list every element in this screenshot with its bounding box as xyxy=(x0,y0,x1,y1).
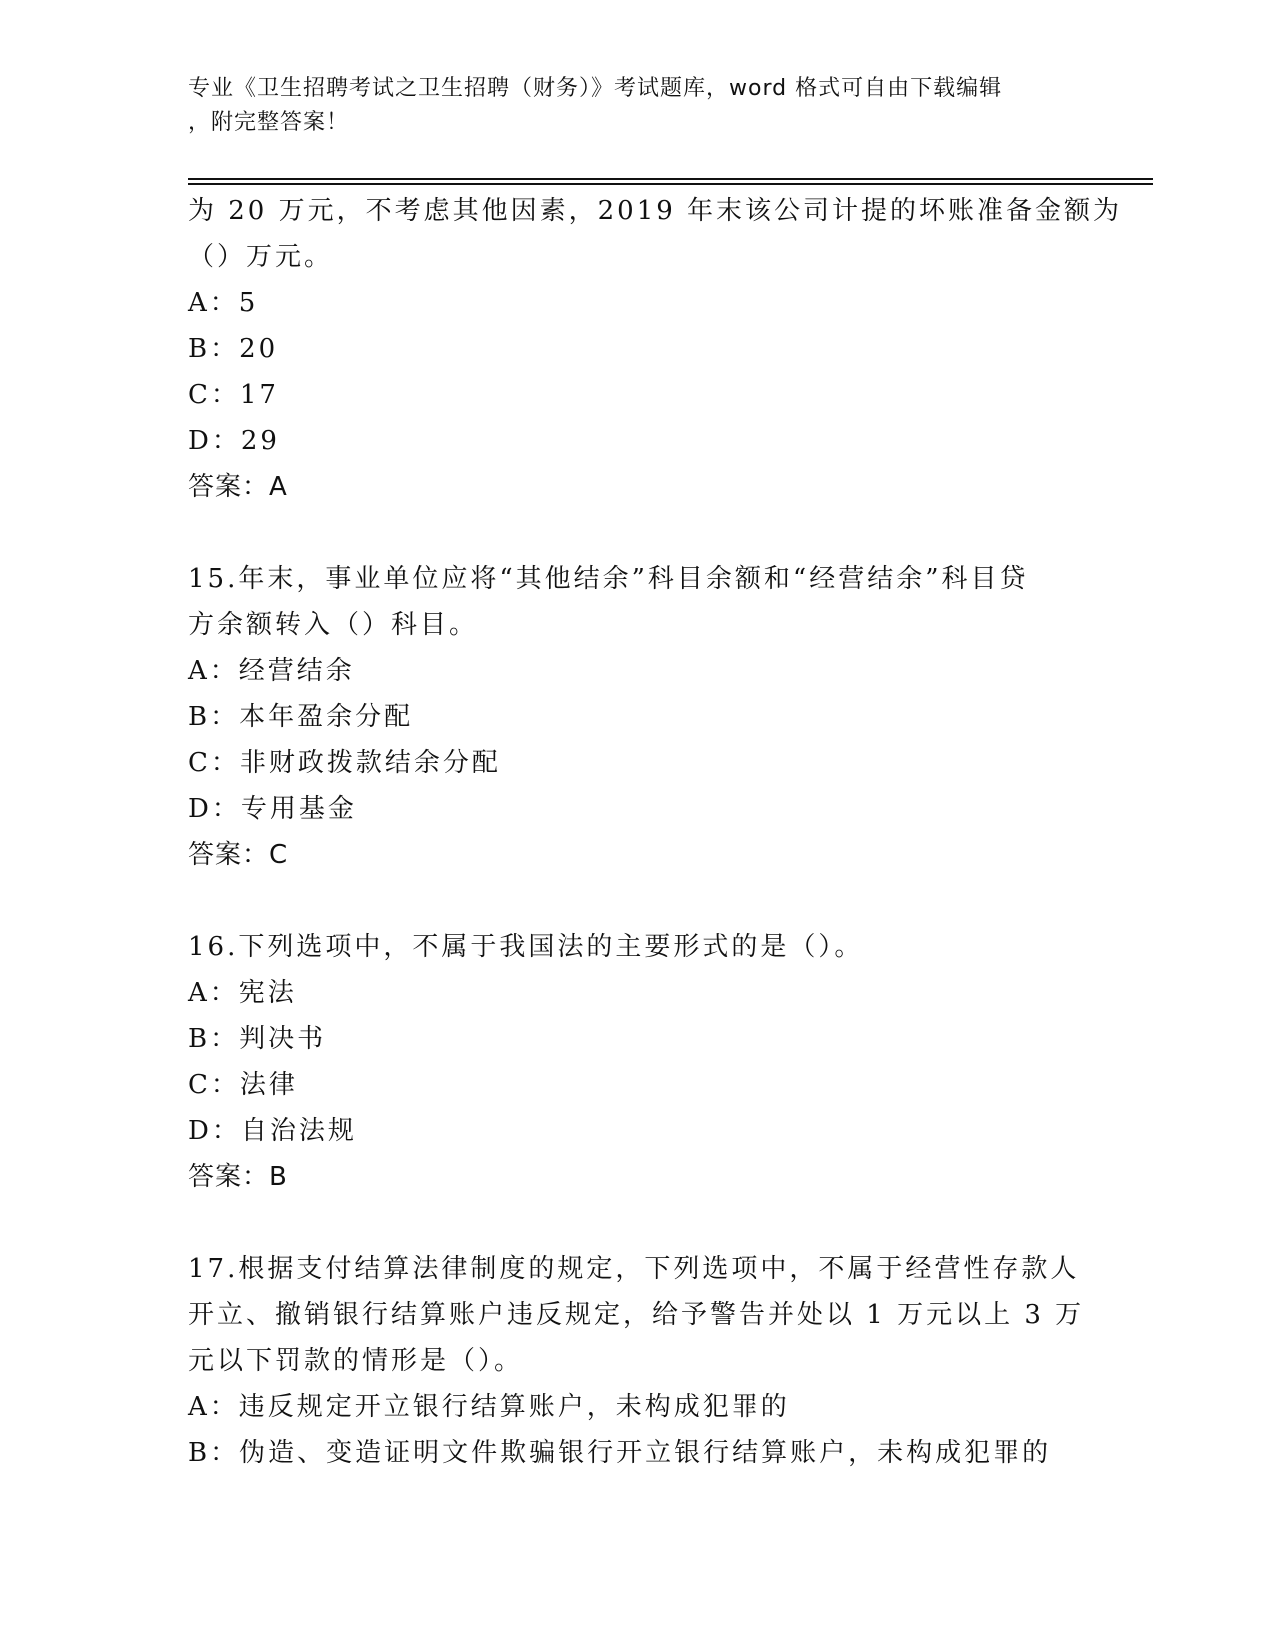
question-17 xyxy=(188,1246,1088,1476)
question-stem-line: 元以下罚款的情形是（）。 xyxy=(188,1346,524,1376)
option-b: B：20 xyxy=(188,334,279,364)
option-a: A：5 xyxy=(188,288,259,318)
option-d: D：自治法规 xyxy=(188,1116,357,1146)
option-b: B：本年盈余分配 xyxy=(188,702,414,732)
option-d: D：专用基金 xyxy=(188,794,357,824)
option-b: B：判决书 xyxy=(188,1024,327,1054)
option-a: A：经营结余 xyxy=(188,656,355,686)
option-a: A：违反规定开立银行结算账户，未构成犯罪的 xyxy=(188,1392,790,1422)
question-stem-line: 方余额转入（）科目。 xyxy=(188,610,479,640)
question-stem-line: 16.下列选项中，不属于我国法的主要形式的是（）。 xyxy=(188,932,864,962)
question-15 xyxy=(188,556,1088,878)
header-divider-bottom xyxy=(188,183,1153,185)
option-a: A：宪法 xyxy=(188,978,297,1008)
header-divider-top xyxy=(188,178,1153,180)
header-line-2: ，附完整答案！ xyxy=(188,110,350,135)
answer-line: 答案：B xyxy=(188,1162,288,1192)
question-stem-line: （）万元。 xyxy=(188,242,334,272)
question-16 xyxy=(188,924,1088,1200)
option-c: C：非财政拨款结余分配 xyxy=(188,748,501,778)
document-header xyxy=(188,72,1088,140)
spacer xyxy=(188,878,1088,924)
document-body xyxy=(188,188,1123,1476)
question-stem-line: 15.年末，事业单位应将“其他结余”科目余额和“经营结余”科目贷 xyxy=(188,564,1029,594)
header-line-1: 专业《卫生招聘考试之卫生招聘（财务）》考试题库，word 格式可自由下载编辑 xyxy=(188,76,1003,101)
option-b: B：伪造、变造证明文件欺骗银行开立银行结算账户，未构成犯罪的 xyxy=(188,1438,1052,1468)
question-stem-line: 开立、撤销银行结算账户违反规定，给予警告并处以 1 万元以上 3 万 xyxy=(188,1300,1085,1330)
question-stem-line: 为 20 万元，不考虑其他因素，2019 年末该公司计提的坏账准备金额为 xyxy=(188,196,1123,226)
option-c: C：法律 xyxy=(188,1070,298,1100)
spacer xyxy=(188,510,1088,556)
answer-line: 答案：C xyxy=(188,840,289,870)
option-c: C：17 xyxy=(188,380,279,410)
option-d: D：29 xyxy=(188,426,280,456)
question-stem-line: 17.根据支付结算法律制度的规定，下列选项中，不属于经营性存款人 xyxy=(188,1254,1080,1284)
spacer xyxy=(188,1200,1088,1246)
answer-line: 答案：A xyxy=(188,472,288,502)
question-14 xyxy=(188,188,1123,510)
